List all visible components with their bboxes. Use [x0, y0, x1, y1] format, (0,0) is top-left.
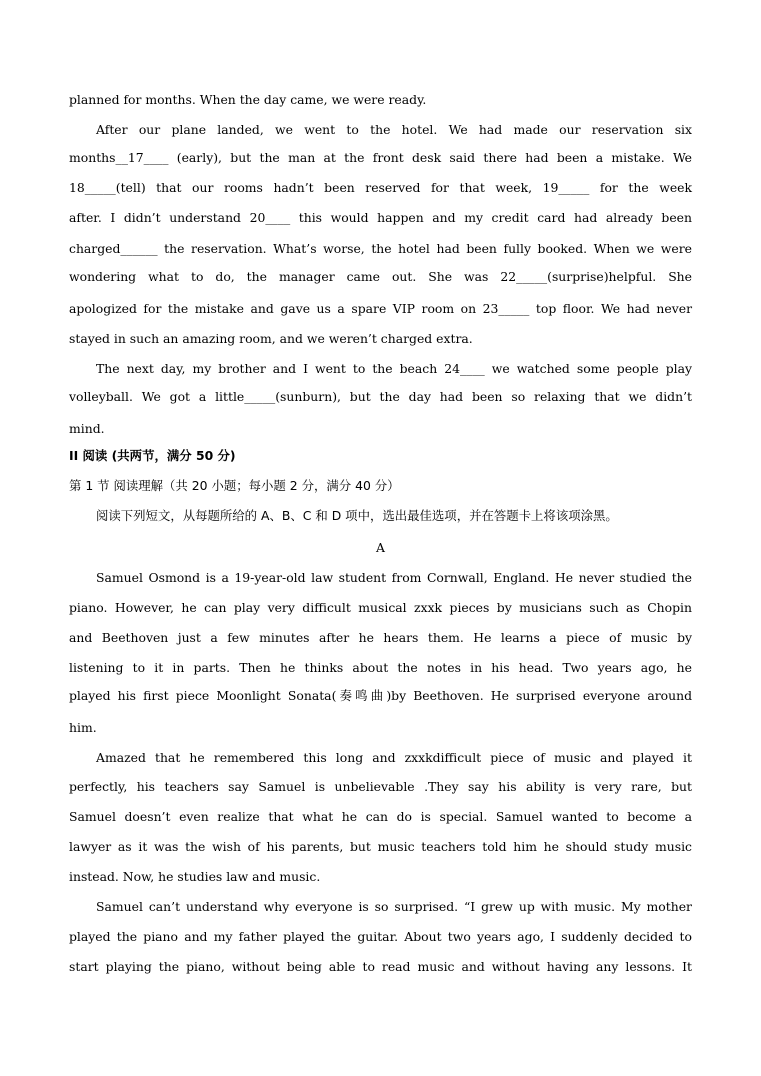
cloze-line: mind. — [69, 421, 105, 436]
cloze-line: charged______ the reservation. What’s worse, the hotel had been fully booked. When we were — [69, 241, 692, 256]
passage-line: instead. Now, he studies law and music. — [69, 869, 321, 884]
passage-line: Samuel Osmond is a 19-year-old law student from Cornwall, England. He never studied the — [96, 570, 692, 585]
passage-line: piano. However, he can play very difficult musical zxxk pieces by musicians such as Chopin — [69, 600, 692, 615]
cloze-line: months__17____ (early), but the man at the front desk said there had been a mistake. We — [69, 150, 692, 165]
passage-line: Samuel can’t understand why everyone is so surprised. “I grew up with music. My mother — [96, 899, 692, 914]
section-title: II 阅读 (共两节，满分 50 分) — [69, 448, 236, 463]
passage-line: listening to it in parts. Then he thinks about the notes in his head. Two years ago, he — [69, 660, 692, 675]
passage-line: lawyer as it was the wish of his parents, but music teachers told him he should study music — [69, 839, 692, 854]
cloze-line: stayed in such an amazing room, and we weren’t charged extra. — [69, 331, 473, 346]
cloze-line: wondering what to do, the manager came out. She was 22_____(surprise)helpful. She — [69, 269, 692, 284]
passage-line: played the piano and my father played the guitar. About two years ago, I suddenly decided to — [69, 929, 692, 944]
passage-line: Samuel doesn’t even realize that what he can do is special. Samuel wanted to become a — [69, 809, 692, 824]
section-instruction: 阅读下列短文，从每题所给的 A、B、C 和 D 项中，选出最佳选项，并在答题卡上将该项涂黑。 — [96, 508, 618, 523]
cloze-line: 18_____(tell) that our rooms hadn’t been reserved for that week, 19_____ for the week — [69, 180, 692, 195]
passage-label: A — [376, 540, 385, 555]
cloze-line: after. I didn’t understand 20____ this would happen and my credit card had already been — [69, 210, 692, 225]
section-subtitle: 第 1 节 阅读理解（共 20 小题；每小题 2 分，满分 40 分） — [69, 478, 400, 493]
passage-line: Amazed that he remembered this long and zxxkdifficult piece of music and played it — [96, 750, 692, 765]
passage-line: and Beethoven just a few minutes after he hears them. He learns a piece of music by — [69, 630, 692, 645]
cloze-line: apologized for the mistake and gave us a spare VIP room on 23_____ top floor. We had never — [69, 301, 692, 316]
passage-line: start playing the piano, without being able to read music and without having any lessons. It — [69, 959, 692, 974]
cloze-line: volleyball. We got a little_____(sunburn), but the day had been so relaxing that we didn’t — [69, 389, 692, 404]
cloze-line: planned for months. When the day came, we were ready. — [69, 92, 427, 107]
passage-line: played his first piece Moonlight Sonata(奏鸣曲)by Beethoven. He surprised everyone around — [69, 688, 692, 703]
cloze-line: After our plane landed, we went to the hotel. We had made our reservation six — [96, 122, 692, 137]
passage-line: him. — [69, 720, 97, 735]
passage-line: perfectly, his teachers say Samuel is unbelievable .They say his ability is very rare, but — [69, 779, 692, 794]
cloze-line: The next day, my brother and I went to the beach 24____ we watched some people play — [96, 361, 692, 376]
